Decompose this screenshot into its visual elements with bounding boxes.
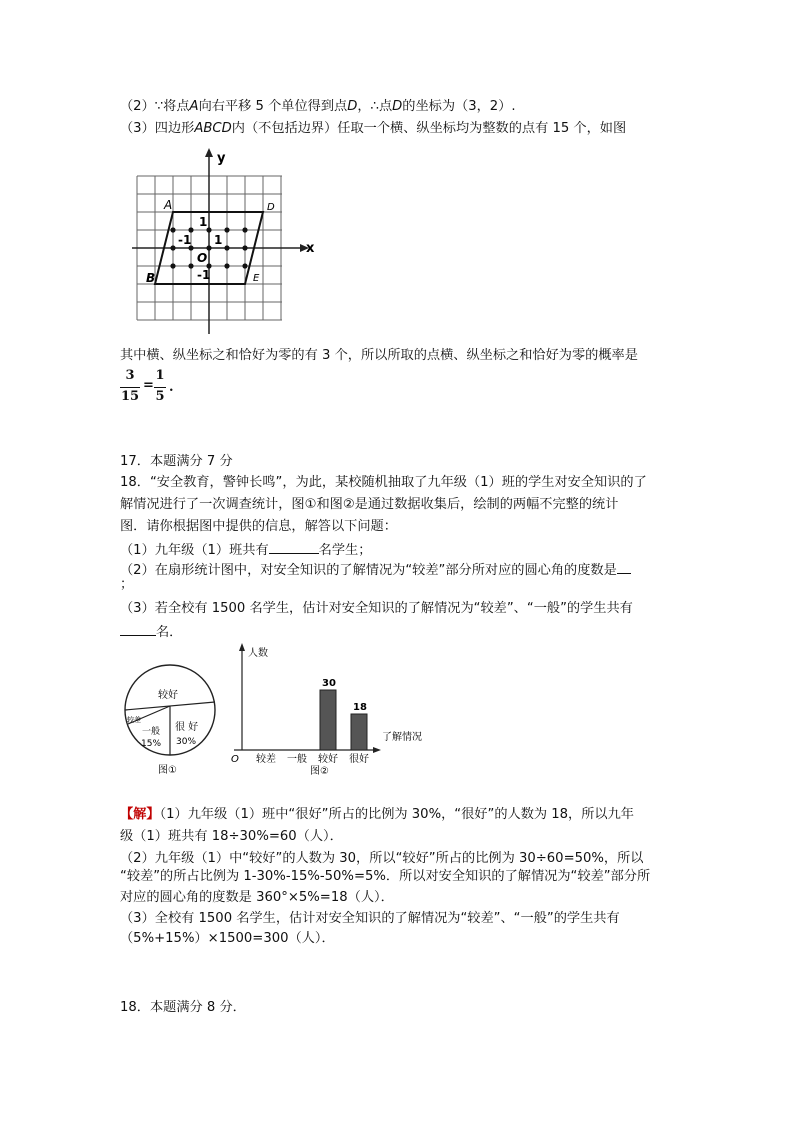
pie-pct-average: 15% xyxy=(141,739,162,749)
pie-label-good: 较好 xyxy=(158,690,178,701)
text: ，∴点 xyxy=(357,99,393,114)
solution-tag: 【解】 xyxy=(120,807,160,822)
lattice-point xyxy=(206,245,211,250)
tick-1-y: 1 xyxy=(199,215,208,229)
q18-intro-line: 18．“安全教育，警钟长鸣”，为此，某校随机抽取了九年级（1）班的学生对安全知识的了 xyxy=(120,475,647,490)
bar-category-label: 较好 xyxy=(318,754,338,765)
coordinate-grid-figure xyxy=(132,146,322,338)
part2-line xyxy=(120,98,516,116)
text: （1）九年级（1）班中“很好”所占的比例为 30%，“很好”的人数为 18，所以九年 xyxy=(159,807,634,822)
lattice-point xyxy=(224,263,229,268)
text: 向右平移 5 个单位得到点 xyxy=(198,99,348,114)
point-D: D xyxy=(392,99,403,114)
solution-line: 对应的圆心角的度数是 360°×5%=18（人）． xyxy=(120,890,394,905)
solution-line: （3）全校有 1500 名学生，估计对安全知识的了解情况为“较差”、“一般”的学生共有 xyxy=(120,911,620,926)
y-axis-arrow xyxy=(205,148,213,157)
numerator: 1 xyxy=(155,368,165,383)
q18-sub3: （3）若全校有 1500 名学生，估计对安全知识的了解情况为“较差”、“一般”的学生共有 xyxy=(120,601,633,616)
pie-pct-very-good: 30% xyxy=(176,737,197,747)
axis-x-label: x xyxy=(306,241,315,256)
period: . xyxy=(169,380,174,395)
text: 内（不包括边界）任取一个横、纵坐标均为整数的点有 15 个，如图 xyxy=(231,121,627,136)
bar-y-label: 人数 xyxy=(248,648,268,659)
q18-sub3-tail xyxy=(120,622,182,642)
text: （2）∵将点 xyxy=(120,99,190,114)
denominator: 5 xyxy=(155,389,165,404)
bar-category-label: 很好 xyxy=(349,754,369,765)
label-B: B xyxy=(146,271,156,285)
solution-line: （5%+15%）×1500=300（人）． xyxy=(120,931,335,946)
lattice-point xyxy=(170,227,175,232)
bar-chart-figure xyxy=(226,640,440,780)
solution-line: （2）九年级（1）中“较好”的人数为 30，所以“较好”所占的比例为 30÷60=50%，所以 xyxy=(120,851,644,866)
text: （3）四边形 xyxy=(120,121,195,136)
bar-value-label: 18 xyxy=(353,702,367,713)
q18-sub1 xyxy=(120,540,371,560)
conclusion-line: 其中横、纵坐标之和恰好为零的有 3 个，所以所取的点横、纵坐标之和恰好为零的概率是 xyxy=(120,348,638,363)
bars xyxy=(320,690,367,750)
bar xyxy=(351,714,367,750)
bar-origin: O xyxy=(231,754,239,765)
q18-sub2 xyxy=(120,560,631,580)
label-E: E xyxy=(253,273,260,284)
tick-neg1-x: -1 xyxy=(178,233,192,247)
bar-category-label: 较差 xyxy=(256,754,276,765)
numerator: 3 xyxy=(125,368,135,383)
pie-chart-figure xyxy=(118,662,222,778)
text: （1）九年级（1）班共有 xyxy=(120,543,269,558)
point-D: D xyxy=(347,99,358,114)
text: 名学生； xyxy=(318,543,372,558)
q18-intro-line: 解情况进行了一次调查统计，图①和图②是通过数据收集后，绘制的两幅不完整的统计 xyxy=(120,497,619,512)
answer-blank[interactable] xyxy=(269,540,319,554)
lattice-point xyxy=(224,245,229,250)
bar-category-label: 一般 xyxy=(287,754,307,765)
tick-neg1-y: -1 xyxy=(197,268,211,282)
lattice-point xyxy=(242,263,247,268)
label-origin: O xyxy=(197,251,208,265)
bar-x-axis-arrow xyxy=(373,747,381,753)
q17-heading: 17．本题满分 7 分 xyxy=(120,454,233,469)
solution-line: 级（1）班共有 18÷30%=60（人）． xyxy=(120,829,343,844)
equals-sign: = xyxy=(143,378,154,393)
tick-1-x: 1 xyxy=(214,233,223,247)
pie-label-poor: 较差 xyxy=(127,716,141,724)
axis-y-label: y xyxy=(217,151,226,166)
pie-caption: 图① xyxy=(158,765,177,776)
part3-line xyxy=(120,120,626,138)
denominator: 15 xyxy=(120,389,140,404)
bar-y-axis-arrow xyxy=(239,643,245,651)
pie-label-average: 一般 xyxy=(142,727,161,737)
fraction-bar xyxy=(154,387,166,388)
bar-tick-labels xyxy=(256,752,369,765)
fraction-1-5 xyxy=(154,368,166,408)
fraction-3-15 xyxy=(120,368,140,408)
solution-line: “较差”的所占比例为 1-30%-15%-50%=5%．所以对安全知识的了解情况为“较差”部分所 xyxy=(120,869,651,884)
bar xyxy=(320,690,336,750)
lattice-point xyxy=(242,227,247,232)
answer-blank[interactable] xyxy=(120,622,156,636)
label-D: D xyxy=(267,202,275,213)
q18-next-heading: 18．本题满分 8 分． xyxy=(120,1000,246,1015)
bar-x-label: 了解情况 xyxy=(382,732,422,743)
text: （2）在扇形统计图中，对安全知识的了解情况为“较差”部分所对应的圆心角的度数是 xyxy=(120,563,617,578)
pie-label-very-good: 很 好 xyxy=(175,722,199,733)
solution-line xyxy=(120,806,634,824)
lattice-point xyxy=(188,227,193,232)
bar-caption: 图② xyxy=(310,766,329,777)
quad-ABCD: ABCD xyxy=(194,121,232,136)
bar-value-label: 30 xyxy=(322,678,336,689)
text: 名． xyxy=(156,625,183,640)
lattice-point xyxy=(170,245,175,250)
q18-sub2-tail: ； xyxy=(120,577,134,592)
point-A: A xyxy=(189,99,199,114)
lattice-point xyxy=(170,263,175,268)
fraction-bar xyxy=(120,387,140,388)
label-A: A xyxy=(164,198,173,212)
answer-blank[interactable] xyxy=(617,560,631,574)
lattice-point xyxy=(188,263,193,268)
lattice-point xyxy=(224,227,229,232)
lattice-point xyxy=(242,245,247,250)
text: 的坐标为（3，2）. xyxy=(402,99,516,114)
q18-intro-line: 图．请你根据图中提供的信息，解答以下问题： xyxy=(120,519,397,534)
